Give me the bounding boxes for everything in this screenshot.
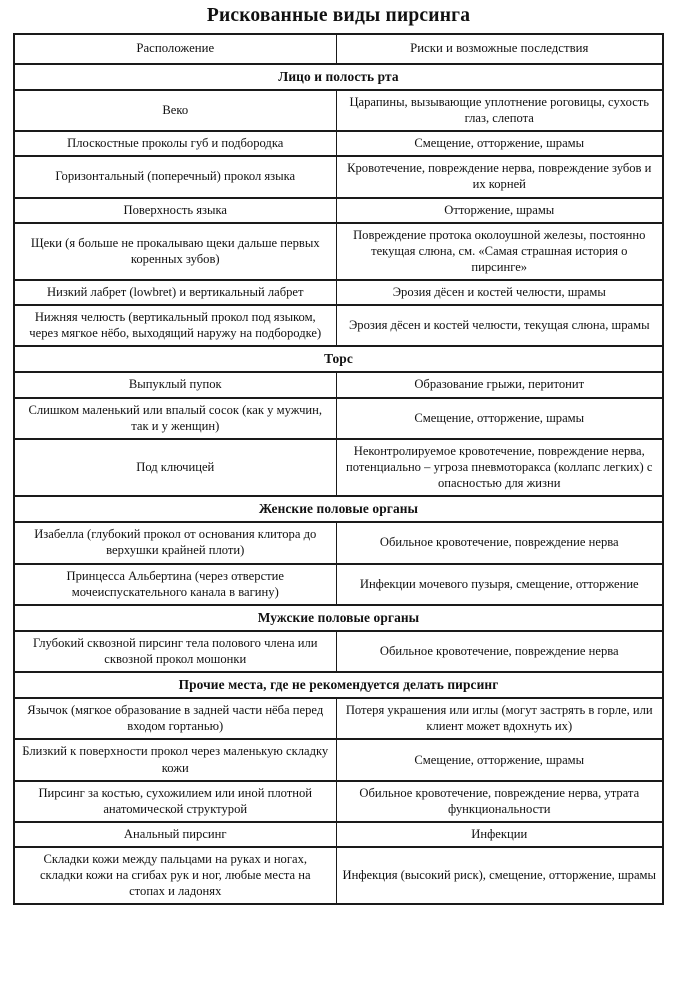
cell-risks: Образование грыжи, перитонит bbox=[336, 372, 663, 397]
section-header-row bbox=[14, 496, 663, 522]
column-header-risks: Риски и возможные последствия bbox=[336, 34, 663, 63]
cell-location: Близкий к поверхности прокол через маленькую складку кожи bbox=[14, 739, 336, 780]
cell-risks: Обильное кровотечение, повреждение нерва bbox=[336, 522, 663, 563]
column-header-location: Расположение bbox=[14, 34, 336, 63]
table-row bbox=[14, 156, 663, 197]
cell-location: Поверхность языка bbox=[14, 198, 336, 223]
cell-location: Под ключицей bbox=[14, 439, 336, 496]
table-row bbox=[14, 739, 663, 780]
cell-location: Язычок (мягкое образование в задней части нёба перед входом гортанью) bbox=[14, 698, 336, 739]
table-row bbox=[14, 305, 663, 346]
cell-risks: Инфекции мочевого пузыря, смещение, отторжение bbox=[336, 564, 663, 605]
cell-risks: Смещение, отторжение, шрамы bbox=[336, 131, 663, 156]
table-row bbox=[14, 198, 663, 223]
section-header-row bbox=[14, 672, 663, 698]
section-header-row bbox=[14, 64, 663, 90]
section-header-label: Прочие места, где не рекомендуется делать пирсинг bbox=[14, 672, 663, 698]
cell-location: Низкий лабрет (lowbret) и вертикальный лабрет bbox=[14, 280, 336, 305]
cell-risks: Смещение, отторжение, шрамы bbox=[336, 398, 663, 439]
cell-risks: Кровотечение, повреждение нерва, повреждение зубов и их корней bbox=[336, 156, 663, 197]
cell-risks: Царапины, вызывающие уплотнение роговицы, сухость глаз, слепота bbox=[336, 90, 663, 131]
cell-risks: Обильное кровотечение, повреждение нерва bbox=[336, 631, 663, 672]
cell-location: Веко bbox=[14, 90, 336, 131]
table-row bbox=[14, 822, 663, 847]
table-row bbox=[14, 847, 663, 904]
cell-location: Щеки (я больше не прокалываю щеки дальше первых коренных зубов) bbox=[14, 223, 336, 280]
section-header-label: Торс bbox=[14, 346, 663, 372]
table-row bbox=[14, 698, 663, 739]
cell-risks: Повреждение протока околоушной железы, постоянно текущая слюна, см. «Самая страшная история о пирсинге» bbox=[336, 223, 663, 280]
table-row bbox=[14, 223, 663, 280]
cell-location: Принцесса Альбертина (через отверстие мочеиспускательного канала в вагину) bbox=[14, 564, 336, 605]
cell-risks: Неконтролируемое кровотечение, повреждение нерва, потенциально – угроза пневмоторакса (коллапс легких) с опасностью для жизни bbox=[336, 439, 663, 496]
table-row bbox=[14, 522, 663, 563]
cell-location: Слишком маленький или впалый сосок (как у мужчин, так и у женщин) bbox=[14, 398, 336, 439]
cell-location: Анальный пирсинг bbox=[14, 822, 336, 847]
cell-risks: Эрозия дёсен и костей челюсти, шрамы bbox=[336, 280, 663, 305]
table-row bbox=[14, 90, 663, 131]
section-header-row bbox=[14, 346, 663, 372]
table-row bbox=[14, 131, 663, 156]
cell-risks: Смещение, отторжение, шрамы bbox=[336, 739, 663, 780]
table-row bbox=[14, 372, 663, 397]
risk-table-body bbox=[14, 34, 663, 904]
table-row bbox=[14, 398, 663, 439]
table-row bbox=[14, 439, 663, 496]
cell-risks: Инфекция (высокий риск), смещение, отторжение, шрамы bbox=[336, 847, 663, 904]
cell-location: Пирсинг за костью, сухожилием или иной плотной анатомической структурой bbox=[14, 781, 336, 822]
table-row bbox=[14, 781, 663, 822]
cell-location: Глубокий сквозной пирсинг тела полового члена или сквозной прокол мошонки bbox=[14, 631, 336, 672]
cell-location: Горизонтальный (поперечный) прокол языка bbox=[14, 156, 336, 197]
table-header-row bbox=[14, 34, 663, 63]
section-header-label: Женские половые органы bbox=[14, 496, 663, 522]
cell-risks: Отторжение, шрамы bbox=[336, 198, 663, 223]
section-header-row bbox=[14, 605, 663, 631]
cell-location: Выпуклый пупок bbox=[14, 372, 336, 397]
cell-location: Складки кожи между пальцами на руках и ногах, складки кожи на сгибах рук и ног, любые места на стопах и ладонях bbox=[14, 847, 336, 904]
section-header-label: Лицо и полость рта bbox=[14, 64, 663, 90]
table-row bbox=[14, 280, 663, 305]
risk-table bbox=[13, 33, 664, 905]
cell-location: Нижняя челюсть (вертикальный прокол под языком, через мягкое нёбо, выходящий наружу на подбородке) bbox=[14, 305, 336, 346]
cell-location: Плоскостные проколы губ и подбородка bbox=[14, 131, 336, 156]
cell-risks: Инфекции bbox=[336, 822, 663, 847]
section-header-label: Мужские половые органы bbox=[14, 605, 663, 631]
page-title: Рискованные виды пирсинга bbox=[206, 5, 471, 26]
table-row bbox=[14, 564, 663, 605]
cell-risks: Потеря украшения или иглы (могут застрять в горле, или клиент может вдохнуть их) bbox=[336, 698, 663, 739]
cell-risks: Обильное кровотечение, повреждение нерва, утрата функциональности bbox=[336, 781, 663, 822]
cell-location: Изабелла (глубокий прокол от основания клитора до верхушки крайней плоти) bbox=[14, 522, 336, 563]
table-row bbox=[14, 631, 663, 672]
cell-risks: Эрозия дёсен и костей челюсти, текущая слюна, шрамы bbox=[336, 305, 663, 346]
